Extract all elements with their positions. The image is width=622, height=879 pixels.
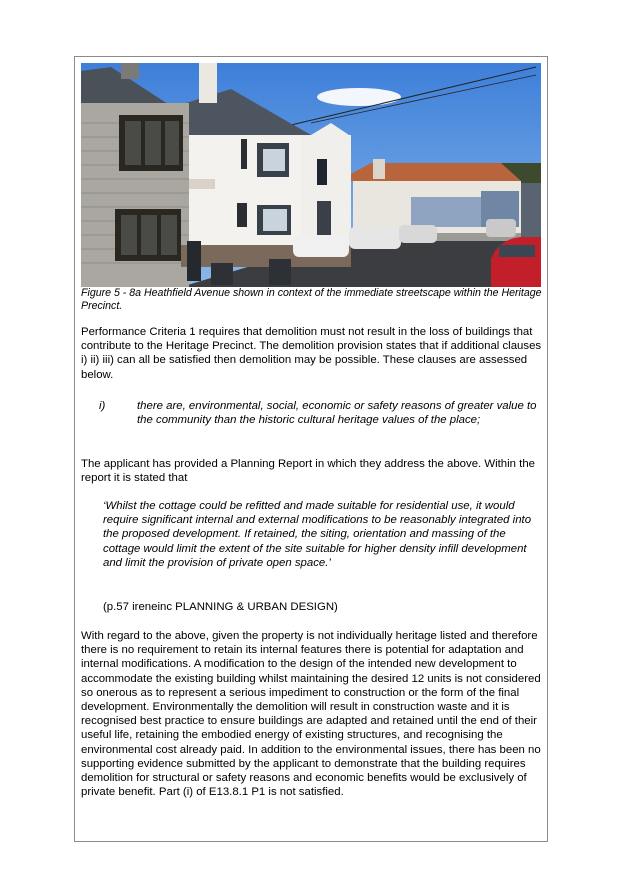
report-quote: ‘Whilst the cottage could be refitted and made suitable for residential use, it would require significant internal and external modifications to be reasonably integrated into the proposed development. If retained, the siting, orientation and massing of the cottage would limit the extent of the site suitable for higher density infill development and limit the provision of private open space.’ — [103, 500, 532, 569]
assessment-paragraph: With regard to the above, given the property is not individually heritage listed and therefore there is no requirement to retain its internal features there is potential for adaptation and internal modifications. A modification to the design of the intended new development to accommodate the existing building whilst maintaining the desired 12 units is not considered so onerous as to represent a serious impediment to construction or the form of the final development. Environmentally the demolition will result in construction waste and it is recognised best practice to ensure buildings are adapted and retained until the end of their useful life, retaining the embodied energy of existing structures, and recognising the environmental cost already paid. In addition to the environmental issues, there has been no supporting evidence submitted by the applicant to demonstrate that the building requires demolition for structural or safety reasons and economic benefits would be exclusively of private benefit. Part (i) of E13.8.1 P1 is not satisfied. — [81, 630, 541, 799]
clause-number: i) — [99, 400, 106, 412]
quote-citation: (p.57 ireneinc PLANNING & URBAN DESIGN) — [103, 601, 338, 613]
figure-caption: Figure 5 - 8a Heathfield Avenue shown in context of the immediate streetscape within the Heritage Precinct. — [81, 287, 542, 312]
document-page — [74, 56, 548, 842]
streetscape-photo — [81, 63, 541, 287]
applicant-paragraph: The applicant has provided a Planning Report in which they address the above. Within the report it is stated that — [81, 458, 536, 485]
clause-text: there are, environmental, social, economic or safety reasons of greater value to the community than the historic cultural heritage values of the place; — [137, 400, 537, 427]
intro-paragraph: Performance Criteria 1 requires that demolition must not result in the loss of buildings that contribute to the Heritage Precinct. The demolition provision states that if additional clauses i) ii) iii) can all be satisfied then demolition may be possible. These clauses are assessed below. — [81, 326, 542, 381]
